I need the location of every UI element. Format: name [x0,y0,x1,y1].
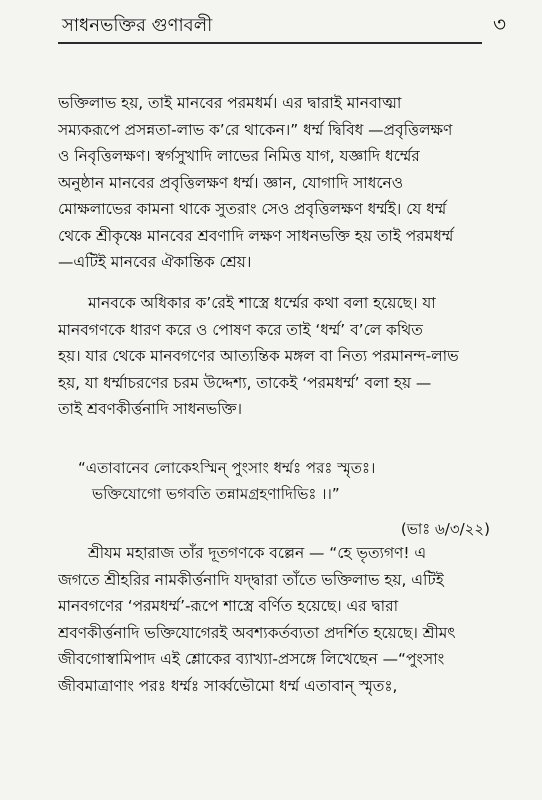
verse-line: ভক্তিযোগো ভগবতি তন্নামগ্রহণাদিভিঃ ।।” [92,485,340,503]
text-line: থেকে শ্রীকৃষ্ণে মানবের শ্রবণাদি লক্ষণ সাধনভক্তি হয় তাই পরমধর্ম্ম [58,226,454,245]
text-line: মানবগণকে ধারণ করে ও পোষণ করে তাই ‘ধর্ম্ম’ ব’লে কথিত [58,320,423,339]
verse-line: “এতাবানেব লোকেঽস্মিন্ পুংসাং ধর্ম্মঃ পরঃ স্মৃতঃ। [78,459,376,477]
paragraph-1 [58,90,488,276]
text-line: ও নিবৃত্তিলক্ষণ। স্বর্গসুখাদি লাভের নিমিত্ত যাগ, যজ্ঞাদি ধর্ম্মের [58,147,420,165]
running-title: সাধনভক্তির গুণাবলী [62,15,213,36]
text-line: সম্যকরূপে প্রসন্নতা-লাভ ক’রে থাকেন।” ধর্ম্ম দ্বিবিধ —প্রবৃত্তিলক্ষণ [58,120,453,139]
text-line: মানবগণের ‘পরমধর্ম্ম’-রূপে শাস্ত্রে বর্ণিত হয়েছে। এর দ্বারা [58,597,399,615]
text-line: —এটিই মানবের ঐকান্তিক শ্রেয়। [58,253,252,271]
header-rule [58,42,482,44]
verse-citation: (ভাঃ ৬/৩/২২) [400,520,490,538]
text-line: শ্রবণকীর্ত্তনাদি ভক্তিযোগেরই অবশ্যকর্তব্যতা প্রদর্শিত হয়েছে। শ্রীমৎ [58,623,456,642]
paragraph-2 [58,290,488,423]
text-line: হয়, যা ধর্ম্মাচরণের চরম উদ্দেশ্য, তাকেই ‘পরমধর্ম্ম’ বলা হয় — [58,373,432,392]
text-line: জগতে শ্রীহরির নামকীর্ত্তনাদি যদ্দ্বারা তাঁতে ভক্তিলাভ হয়, এটিই [58,570,444,589]
verse-block [78,455,375,507]
text-line: হয়। যার থেকে মানবগণের আত্যন্তিক মঙ্গল বা নিত্য পরমানন্দ-লাভ [58,347,459,365]
text-line: জীবগোস্বামিপাদ এই শ্লোকের ব্যাখ্যা-প্রসঙ্গে লিখেছেন —“পুংসাং [58,650,445,668]
running-head [62,10,506,43]
text-line: মানবকে অধিকার ক’রেই শাস্ত্রে ধর্ম্মের কথা বলা হয়েছে। যা [88,294,436,312]
text-line: ভক্তিলাভ হয়, তাই মানবের পরমধর্ম। এর দ্বারাই মানবাত্মা [58,94,402,112]
text-line: শ্রীযম মহারাজ তাঁর দূতগণকে বল্লেন — “হে ভৃত্যগণ! এ [88,544,427,562]
text-line: মোক্ষলাভের কামনা থাকে সুতরাং সেও প্রবৃত্তিলক্ষণ ধর্ম্মই। যে ধর্ম্ম [58,200,447,218]
paragraph-3 [58,540,488,699]
text-line: অনুষ্ঠান মানবের প্রবৃত্তিলক্ষণ ধর্ম্ম। জ্ঞান, যোগাদি সাধনেও [58,173,404,192]
text-line: জীবমাত্রাণাং পরঃ ধর্ম্মঃ সার্ব্বভৌমো ধর্ম্ম এতাবান্ স্মৃতঃ, [58,676,398,695]
text-line: তাই শ্রবণকীর্ত্তনাদি সাধনভক্তি। [58,400,242,418]
page-number: ৩ [492,12,506,36]
